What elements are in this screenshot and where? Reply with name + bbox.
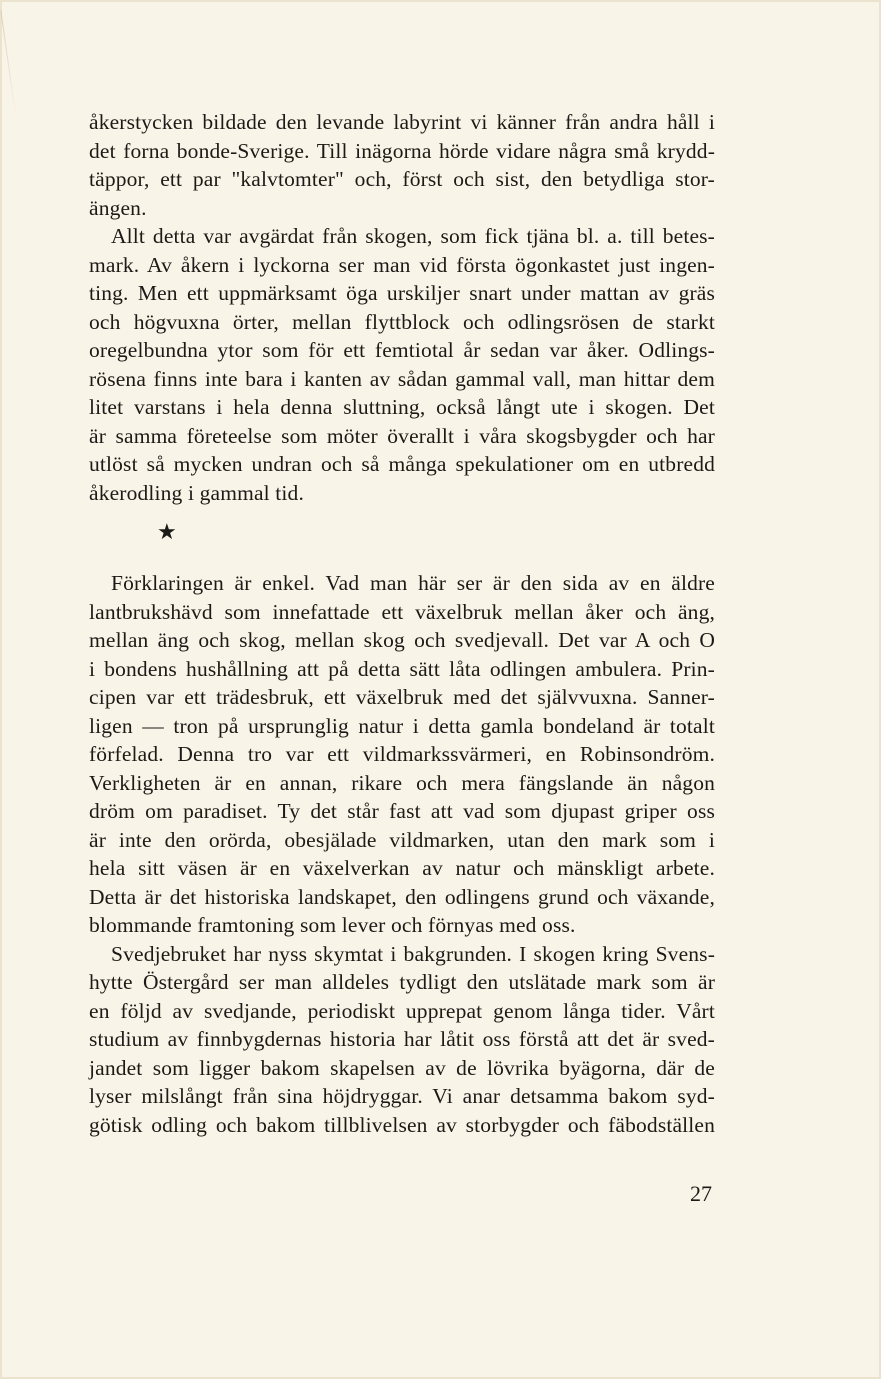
text-line: dröm om paradiset. Ty det står fast att vad som djupast griper oss	[89, 799, 715, 823]
text-line: götisk odling och bakom tillblivelsen av storbygder och fäbodställen	[89, 1112, 715, 1137]
page-number: 27	[690, 1181, 712, 1206]
text-line: förfelad. Denna tro var ett vildmarkssvärmeri, en Robinsondröm.	[89, 742, 715, 766]
text-line: en följd av svedjande, periodiskt upprepat genom långa tider. Vårt	[89, 998, 715, 1023]
text-line: det forna bonde-Sverige. Till inägorna hörde vidare några små krydd-	[89, 138, 715, 163]
star-icon: ★	[157, 520, 177, 545]
text-line: ligen — tron på ursprunglig natur i detta gamla bondeland är totalt	[89, 713, 715, 738]
text-line: Svedjebruket har nyss skymtat i bakgrunden. I skogen kring Svens-	[111, 941, 715, 966]
text-line: studium av finnbygdernas historia har låtit oss förstå att det är sved-	[89, 1027, 715, 1051]
paragraph-3	[89, 569, 715, 940]
text-line: lantbrukshävd som innefattade ett växelbruk mellan åker och äng,	[89, 599, 715, 624]
text-line: mark. Av åkern i lyckorna ser man vid första ögonkastet just ingen-	[89, 252, 715, 277]
text-line: Verkligheten är en annan, rikare och mera fängslande än någon	[89, 770, 715, 795]
text-line: är samma företeelse som möter överallt i våra skogsbygder och har	[89, 423, 715, 448]
section-separator	[89, 507, 715, 569]
text-line: blommande framtoning som lever och förnyas med oss.	[89, 913, 576, 937]
text-line: lyser milslångt från sina höjdryggar. Vi anar detsamma bakom syd-	[89, 1084, 715, 1108]
text-line: rösena finns inte bara i kanten av sådan gammal vall, man hittar dem	[89, 366, 715, 391]
text-line: och högvuxna örter, mellan flyttblock och odlingsrösen de starkt	[89, 309, 715, 334]
text-line: åkerodling i gammal tid.	[89, 480, 304, 505]
text-line: jandet som ligger bakom skapelsen av de lövrika byägorna, där de	[89, 1055, 715, 1080]
text-line: åkerstycken bildade den levande labyrint vi känner från andra håll i	[89, 110, 715, 134]
text-line: i bondens hushållning att på detta sätt låta odlingen ambulera. Prin-	[89, 656, 715, 681]
paragraph-2	[89, 222, 715, 507]
text-line: Förklaringen är enkel. Vad man här ser är den sida av en äldre	[111, 571, 715, 595]
text-line: cipen var ett trädesbruk, ett växelbruk med det självvuxna. Sanner-	[89, 685, 715, 709]
paragraph-1	[89, 108, 715, 222]
text-line: Allt detta var avgärdat från skogen, som fick tjäna bl. a. till betes-	[111, 224, 715, 248]
text-line: täppor, ett par "kalvtomter" och, först och sist, den betydliga stor-	[89, 167, 715, 191]
text-line: ting. Men ett uppmärksamt öga urskiljer snart under mattan av gräs	[89, 281, 715, 305]
text-line: är inte den orörda, obesjälade vildmarken, utan den mark som i	[89, 827, 715, 852]
text-line: oregelbundna ytor som för ett femtiotal år sedan var åker. Odlings-	[89, 338, 715, 362]
text-line: ängen.	[89, 195, 147, 220]
text-line: Detta är det historiska landskapet, den odlingens grund och växande,	[89, 884, 715, 909]
paragraph-4	[89, 940, 715, 1140]
text-line: hela sitt väsen är en växelverkan av natur och mänskligt arbete.	[89, 856, 715, 880]
text-line: litet varstans i hela denna sluttning, också långt ute i skogen. Det	[89, 395, 715, 419]
page-edge-mark	[0, 10, 16, 119]
body-text	[89, 108, 715, 1139]
text-line: hytte Östergård ser man alldeles tydligt den utslätade mark som är	[89, 970, 715, 994]
text-line: utlöst så mycken undran och så många spekulationer om en utbredd	[89, 452, 715, 476]
text-line: mellan äng och skog, mellan skog och svedjevall. Det var A och O	[89, 628, 715, 652]
